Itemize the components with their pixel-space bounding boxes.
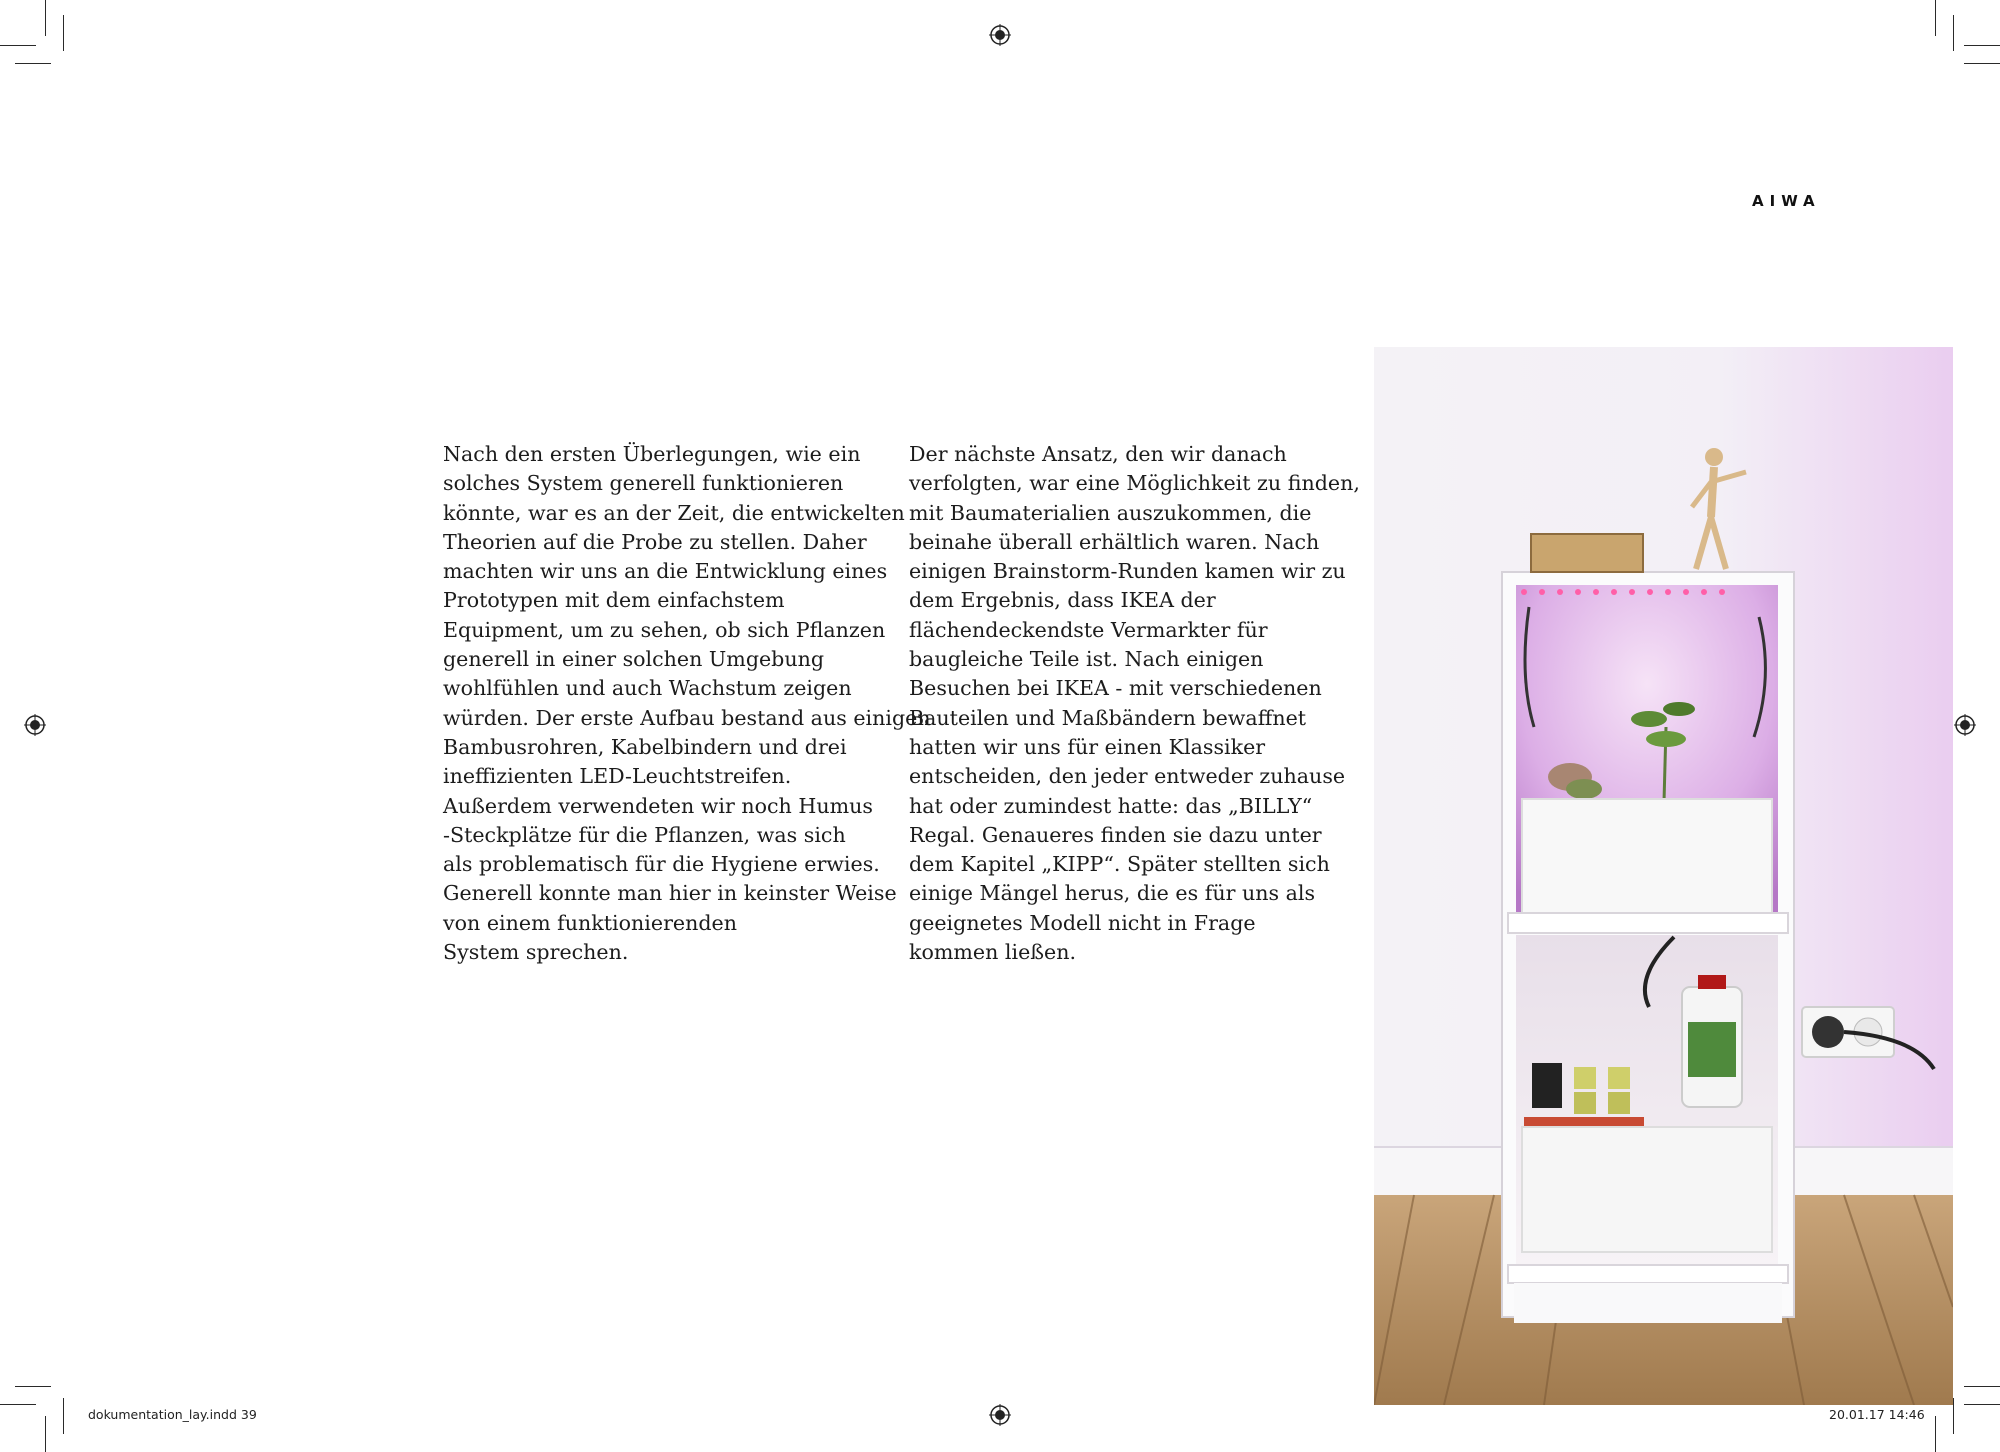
crop-mark	[1953, 1398, 1954, 1434]
registration-mark-icon	[1954, 714, 1976, 736]
body-text-line: Generell konnte man hier in keinster Weise	[443, 881, 897, 906]
body-text-line: dem Ergebnis, dass IKEA der	[909, 588, 1216, 613]
body-text-line: hatten wir uns für einen Klassiker	[909, 734, 1266, 759]
crop-mark	[1964, 1404, 2000, 1405]
body-text-line: Regal. Genaueres finden sie dazu unter	[909, 822, 1322, 847]
crop-mark	[1964, 45, 2000, 46]
crop-mark	[63, 1398, 64, 1434]
crop-mark	[1964, 63, 2000, 64]
body-text-line: entscheiden, den jeder entweder zuhause	[909, 764, 1346, 789]
crop-mark	[1935, 0, 1936, 36]
body-text-line: als problematisch für die Hygiene erwies.	[443, 852, 880, 877]
shelf-photo	[1374, 347, 1953, 1405]
crop-mark	[1935, 1416, 1936, 1452]
file-slug: dokumentation_lay.indd 39	[88, 1407, 257, 1422]
body-text-line: -Steckplätze für die Pflanzen, was sich	[443, 822, 846, 847]
body-text-line: Bauteilen und Maßbändern bewaffnet	[909, 705, 1307, 730]
shelf-photo-illustration	[1374, 347, 1953, 1405]
body-text-line: Außerdem verwendeten wir noch Humus	[443, 793, 873, 818]
registration-mark-icon	[989, 1404, 1011, 1426]
crop-mark	[63, 15, 64, 51]
crop-mark	[15, 1386, 51, 1387]
body-text-line: würden. Der erste Aufbau bestand aus einigen	[443, 705, 931, 730]
body-text-column-right	[909, 440, 1360, 967]
body-text-line: Der nächste Ansatz, den wir danach	[909, 442, 1287, 466]
crop-mark	[45, 0, 46, 36]
body-text-line: von einem funktionierenden	[443, 910, 737, 935]
body-text-line: Bambusrohren, Kabelbindern und drei	[443, 734, 847, 759]
crop-mark	[1953, 15, 1954, 51]
body-text-line: wohlfühlen und auch Wachstum zeigen	[443, 676, 852, 701]
body-text-line: hat oder zumindest hatte: das „BILLY“	[909, 793, 1313, 818]
body-text-line: geeignetes Modell nicht in Frage	[909, 910, 1256, 935]
body-text-line: Nach den ersten Überlegungen, wie ein	[443, 442, 861, 466]
body-text-line: einigen Brainstorm-Runden kamen wir zu	[909, 559, 1346, 584]
crop-mark	[0, 1404, 36, 1405]
body-text-line: baugleiche Teile ist. Nach einigen	[909, 647, 1264, 672]
body-text-line: mit Baumaterialien auszukommen, die	[909, 500, 1312, 525]
body-text-line: ineffizienten LED-Leuchtstreifen.	[443, 764, 792, 789]
body-text-line: solches System generell funktionieren	[443, 471, 844, 496]
body-text-line: verfolgten, war eine Möglichkeit zu finden,	[909, 471, 1360, 496]
body-text-line: kommen ließen.	[909, 940, 1077, 965]
body-text-line: einige Mängel herus, die es für uns als	[909, 881, 1316, 906]
crop-mark	[45, 1416, 46, 1452]
body-text-line: Prototypen mit dem einfachstem	[443, 588, 785, 613]
crop-mark	[1964, 1386, 2000, 1387]
body-text-line: Besuchen bei IKEA - mit verschiedenen	[909, 676, 1322, 701]
body-text-line: System sprechen.	[443, 940, 629, 965]
body-text-line: Equipment, um zu sehen, ob sich Pflanzen	[443, 617, 886, 642]
body-text-line: machten wir uns an die Entwicklung eines	[443, 559, 888, 584]
body-text-line: flächendeckendste Vermarkter für	[909, 617, 1268, 642]
body-text-line: beinahe überall erhältlich waren. Nach	[909, 529, 1320, 554]
body-text-line: Theorien auf die Probe zu stellen. Daher	[443, 529, 867, 554]
date-slug: 20.01.17 14:46	[1829, 1407, 1925, 1422]
body-text-line: könnte, war es an der Zeit, die entwickelten	[443, 500, 905, 525]
body-text-line: generell in einer solchen Umgebung	[443, 647, 825, 672]
crop-mark	[15, 63, 51, 64]
registration-mark-icon	[989, 24, 1011, 46]
body-text-column-left	[443, 440, 931, 967]
registration-mark-icon	[24, 714, 46, 736]
body-text-line: dem Kapitel „KIPP“. Später stellten sich	[909, 852, 1330, 877]
crop-mark	[0, 45, 36, 46]
section-label: AIWA	[1752, 192, 1821, 210]
